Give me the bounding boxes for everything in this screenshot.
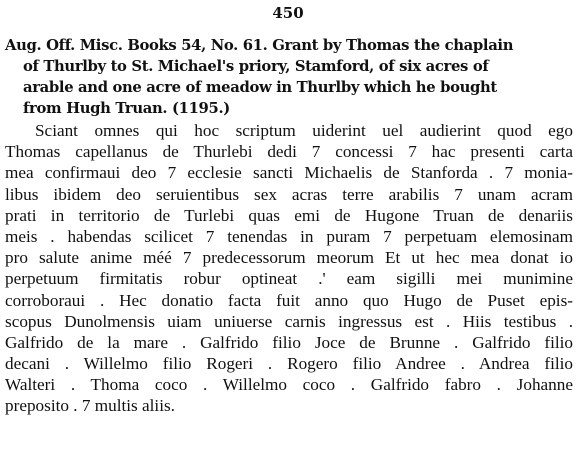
- charter-line: pro salute anime méé 7 predecessorum meorum Et ut hec mea donat io: [5, 248, 573, 268]
- heading-line: Aug. Off. Misc. Books 54, No. 61. Grant by Thomas the chaplain: [5, 37, 514, 54]
- heading-line: of Thurlby to St. Michael's priory, Stamford, of six acres of: [23, 58, 489, 75]
- charter-line: Thomas capellanus de Thurlebi dedi 7 concessi 7 hac presenti carta: [5, 142, 573, 162]
- charter-line: libus ibidem deo seruientibus sex acras terre arabilis 7 unam acram: [5, 184, 573, 204]
- page-number: 450: [272, 4, 304, 22]
- charter-line: perpetuum firmitatis robur optineat .' eam sigilli mei munimine: [5, 269, 573, 289]
- charter-line: mea confirmaui deo 7 ecclesie sancti Michaelis de Stanforda . 7 monia-: [5, 163, 573, 183]
- charter-line: prati in territorio de Turlebi quas emi de Hugone Truan de denariis: [5, 205, 573, 225]
- charter-line: Walteri . Thoma coco . Willelmo coco . Galfrido fabro . Johanne: [5, 375, 573, 395]
- charter-line: Sciant omnes qui hoc scriptum uiderint uel audierint quod ego: [35, 121, 573, 140]
- charter-line: corroboraui . Hec donatio facta fuit anno quo Hugo de Puset epis-: [5, 290, 573, 310]
- charter-line: meis . habendas scilicet 7 tenendas in puram 7 perpetuam elemosinam: [5, 226, 573, 246]
- charter-line: decani . Willelmo filio Rogeri . Rogero filio Andree . Andrea filio: [5, 354, 573, 374]
- heading-line: from Hugh Truan. (1195.): [23, 100, 230, 117]
- charter-line: Galfrido de la mare . Galfrido filio Joce de Brunne . Galfrido filio: [5, 332, 573, 352]
- charter-line: preposito . 7 multis aliis.: [5, 396, 175, 416]
- heading-line: arable and one acre of meadow in Thurlby which he bought: [23, 79, 497, 96]
- charter-line: scopus Dunolmensis uiam uniuerse carnis ingressus est . Hiis testibus .: [5, 311, 573, 331]
- charter-text: [5, 120, 573, 417]
- document-heading: [5, 35, 571, 119]
